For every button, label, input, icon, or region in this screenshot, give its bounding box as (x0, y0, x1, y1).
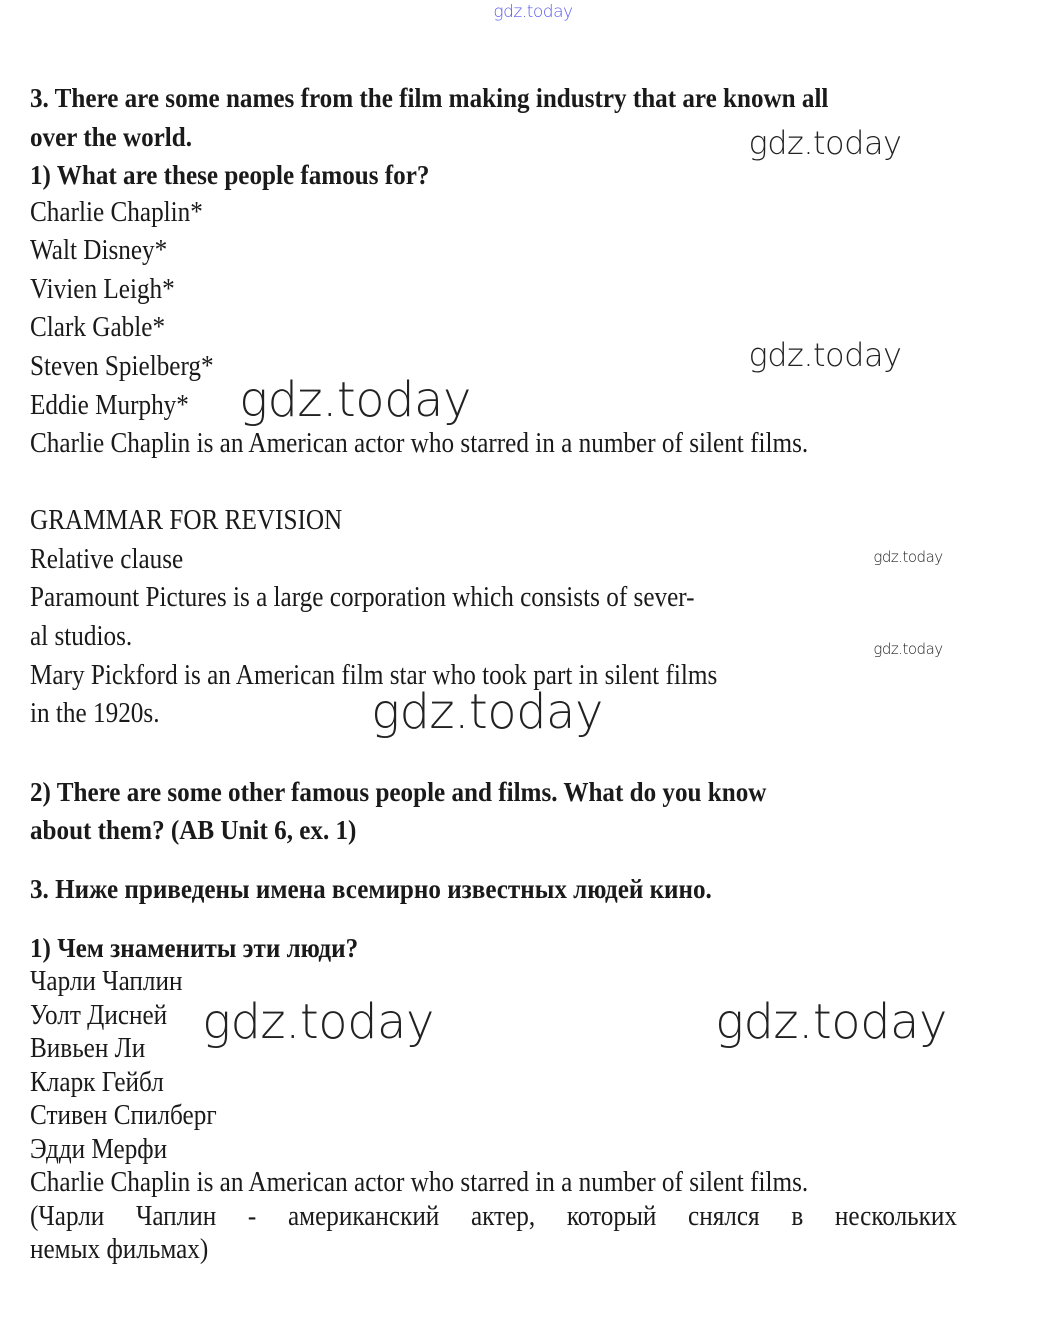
question-1-ru: 1) Чем знамениты эти люди? (30, 933, 359, 963)
translation-line: (Чарли Чаплин - американский актер, который снялся в нескольких (30, 1201, 957, 1232)
watermark: gdz.today (202, 994, 434, 1050)
grammar-line: al studios. (30, 621, 133, 652)
watermark: gdz.today (748, 336, 902, 374)
example-sentence: Charlie Chaplin is an American actor who starred in a number of silent films. (30, 428, 809, 459)
watermark: gdz.today (493, 2, 573, 22)
name-item: Eddie Murphy* (30, 390, 189, 421)
name-item: Clark Gable* (30, 312, 166, 343)
grammar-line: Mary Pickford is an American film star who took part in silent films (30, 660, 718, 691)
name-item-ru: Уолт Дисней (30, 1000, 168, 1031)
watermark: gdz.today (748, 124, 902, 162)
question-1-en: 1) What are these people famous for? (30, 160, 430, 190)
name-item: Steven Spielberg* (30, 351, 214, 382)
name-item: Vivien Leigh* (30, 274, 175, 305)
grammar-title: GRAMMAR FOR REVISION (30, 505, 343, 536)
name-item: Charlie Chaplin* (30, 197, 203, 228)
watermark: gdz.today (371, 684, 603, 740)
question-2-en: about them? (AB Unit 6, ex. 1) (30, 815, 357, 845)
name-item: Walt Disney* (30, 235, 168, 266)
watermark: gdz.today (873, 640, 943, 658)
name-item-ru: Эдди Мерфи (30, 1134, 168, 1165)
grammar-subtitle: Relative clause (30, 544, 184, 575)
heading-en: over the world. (30, 122, 193, 152)
translation-line: немых фильмах) (30, 1234, 209, 1265)
heading-ru: 3. Ниже приведены имена всемирно известных людей кино. (30, 874, 712, 904)
example-sentence-ru: Charlie Chaplin is an American actor who starred in a number of silent films. (30, 1167, 809, 1198)
grammar-line: Paramount Pictures is a large corporation which consists of sever- (30, 582, 695, 613)
name-item-ru: Стивен Спилберг (30, 1100, 217, 1131)
name-item-ru: Кларк Гейбл (30, 1067, 164, 1098)
watermark: gdz.today (873, 548, 943, 566)
watermark: gdz.today (239, 372, 471, 428)
watermark: gdz.today (715, 994, 947, 1050)
heading-en: 3. There are some names from the film making industry that are known all (30, 83, 829, 113)
name-item-ru: Вивьен Ли (30, 1033, 146, 1064)
grammar-line: in the 1920s. (30, 698, 160, 729)
name-item-ru: Чарли Чаплин (30, 966, 183, 997)
question-2-en: 2) There are some other famous people and films. What do you know (30, 777, 767, 807)
